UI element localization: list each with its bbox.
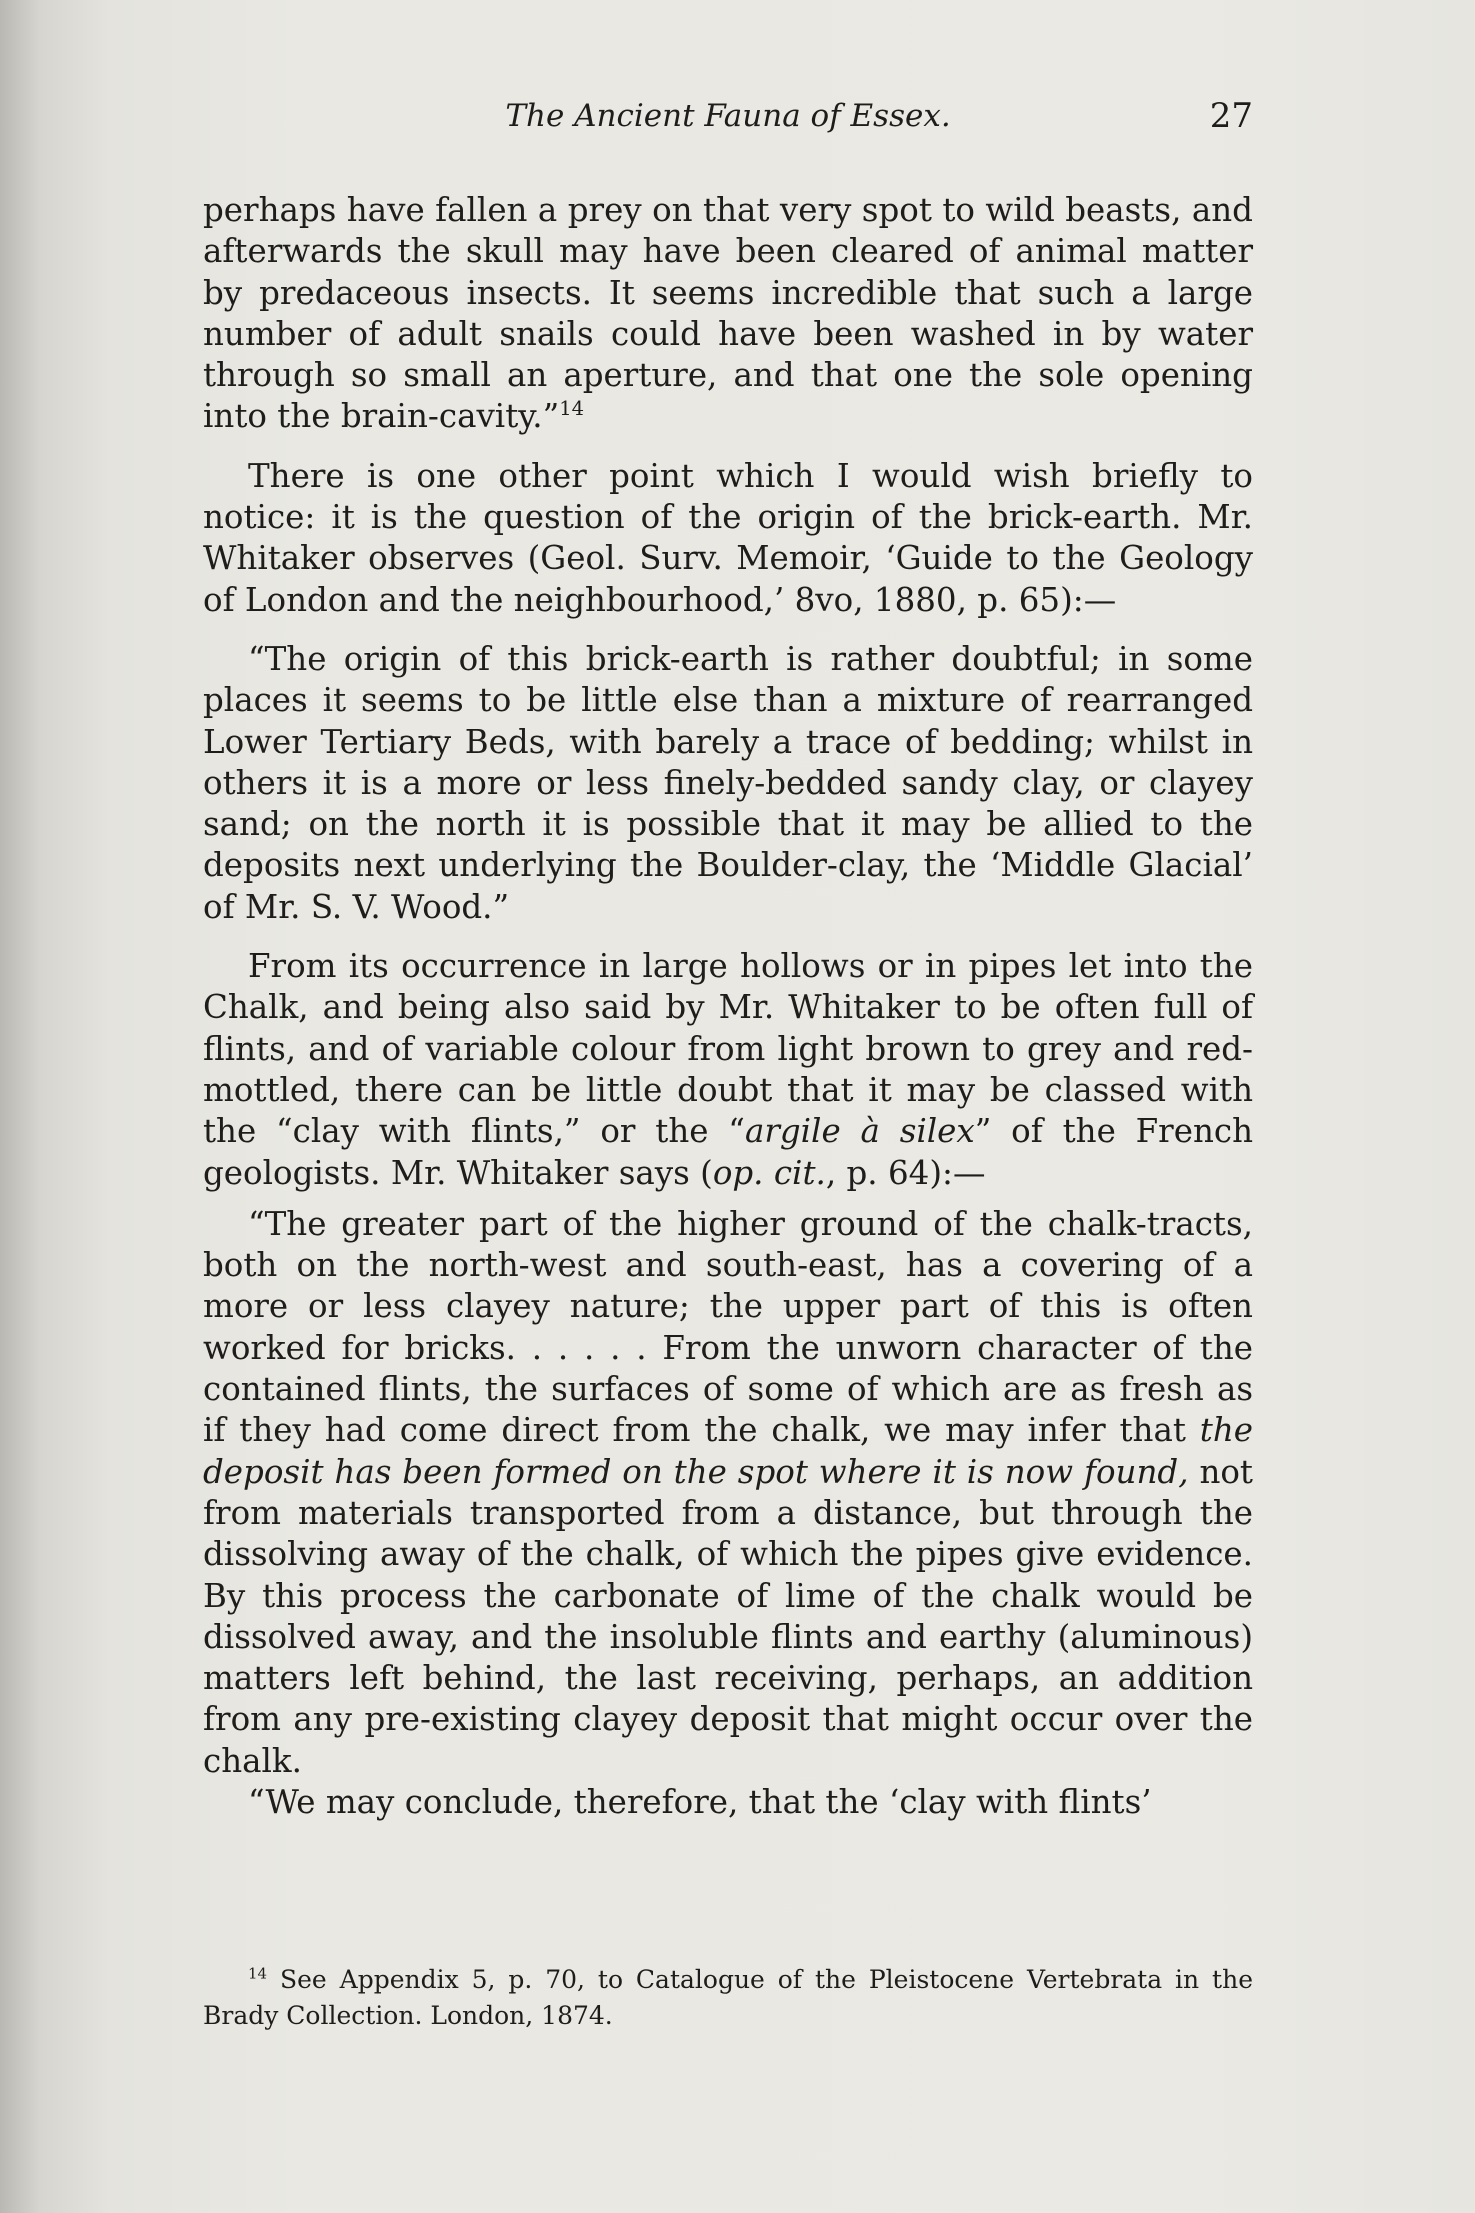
paragraph-text: From its occurrence in large hollows or in pipes let into the Chalk, and being also said by Mr. Whitaker to be often full of flints, and of variable colour from light brown to grey and red-mottled, there can be little doubt that it may be classed with the “clay with flints,” or the “ <box>203 947 1253 1151</box>
quotation-chalk-tracts <box>203 1204 1253 1782</box>
page-header <box>203 98 1253 148</box>
italic-citation: op. cit. <box>712 1153 826 1192</box>
page-number: 27 <box>1209 96 1253 136</box>
italic-emphasis: the deposit has been formed on the spot where it is now found, <box>203 1411 1253 1491</box>
quotation-text: not from materials transported from a distance, but through the dissolving away of the chalk, of which the pipes give evidence. By this process the carbonate of lime of the chalk would be dissolved away, and the insoluble flints and earthy (aluminous) matters left behind, the last receiving, perhaps, an addition from any pre-existing clayey deposit that might occur over the chalk. <box>203 1452 1253 1780</box>
footnote-reference: 14 <box>559 397 585 421</box>
paragraph-text: ” of the French geologists. Mr. Whitaker says ( <box>203 1112 1254 1192</box>
paragraph-rest: and afterwards the skull may have been cleared of animal matter by predaceous insects. It seems incredible that such a large number of adult snails could have been washed in by water through so small an aperture, and that one the sole opening into the brain-cavity.” <box>203 191 1253 436</box>
footnote-text <box>203 1962 1253 2034</box>
footnote <box>203 1962 1253 2034</box>
paragraph-clay-with-flints <box>203 946 1253 1194</box>
quotation-brick-earth: “The origin of this brick-earth is rather doubtful; in some places it seems to be little else than a mixture of rearranged Lower Tertiary Beds, with barely a trace of bedding; whilst in others it is a more or less finely-bedded sandy clay, or clayey sand; on the north it is possible that it may be allied to the deposits next underlying the Boulder-clay, the ‘Middle Glacial’ of Mr. S. V. Wood.” <box>203 639 1253 926</box>
paragraph-brick-earth-origin: There is one other point which I would wish briefly to notice: it is the question of the origin of the brick-earth. Mr. Whitaker observes (Geol. Surv. Memoir, ‘Guide to the Geology of London and the neighbourhood,’ 8vo, 1880, p. 65):— <box>203 456 1253 619</box>
quotation-conclusion: “We may conclude, therefore, that the ‘clay with flints’ <box>248 1782 1152 1821</box>
running-title: The Ancient Fauna of Essex. <box>505 98 951 134</box>
italic-term: argile à silex <box>744 1112 975 1151</box>
quotation-text: “The greater part of the higher ground of the chalk-tracts, both on the north-west and south-east, has a covering of a more or less clayey nature; the upper part of this is often worked for bricks. . . . . . From the unworn character of the contained flints, the surfaces of some of which are as fresh as if they had come direct from the chalk, we may infer that <box>203 1204 1253 1450</box>
paragraph-continued <box>203 190 1253 438</box>
footnote-body: See Appendix 5, p. 70, to Catalogue of the Pleistocene Vertebrata in the Brady Collection. London, 1874. <box>203 1965 1253 2030</box>
paragraph-text: , p. 64):— <box>825 1153 986 1192</box>
body-text <box>203 190 1253 1823</box>
footnote-number: 14 <box>248 1964 268 1983</box>
paragraph-first-line: perhaps have fallen a prey on that very spot to wild beasts, <box>203 191 1182 229</box>
